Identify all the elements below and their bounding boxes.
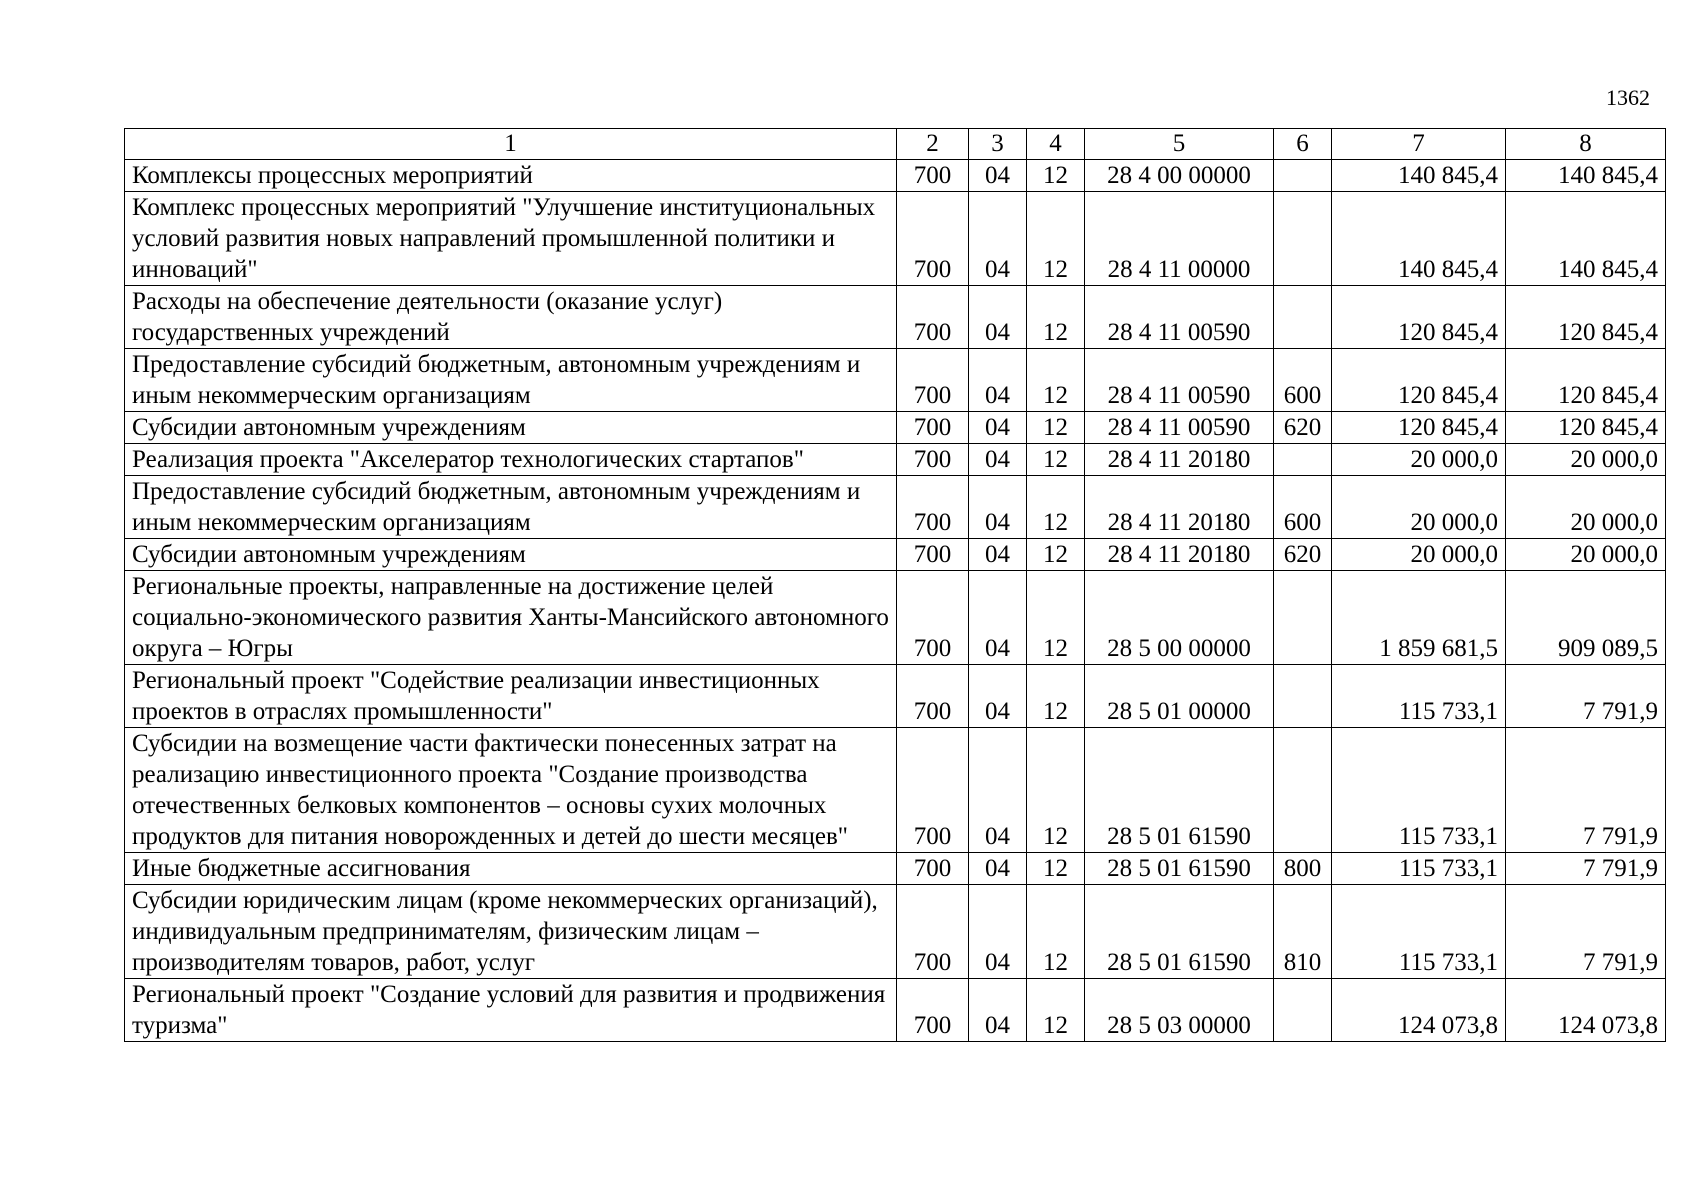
header-col-4: 4 <box>1027 129 1085 160</box>
header-col-7: 7 <box>1332 129 1506 160</box>
row-col-6: 620 <box>1274 539 1332 571</box>
row-col-5: 28 4 11 20180 <box>1085 476 1274 539</box>
row-col-8: 120 845,4 <box>1506 412 1666 444</box>
table-row <box>125 192 1666 286</box>
row-col-6 <box>1274 444 1332 476</box>
header-col-2: 2 <box>897 129 969 160</box>
row-col-7: 140 845,4 <box>1332 160 1506 192</box>
row-col-3: 04 <box>969 349 1027 412</box>
row-col-3: 04 <box>969 476 1027 539</box>
table-row <box>125 571 1666 665</box>
row-col-6 <box>1274 192 1332 286</box>
row-col-7: 115 733,1 <box>1332 885 1506 979</box>
table-row <box>125 286 1666 349</box>
row-col-3: 04 <box>969 444 1027 476</box>
table-row <box>125 853 1666 885</box>
row-col-4: 12 <box>1027 476 1085 539</box>
header-col-8: 8 <box>1506 129 1666 160</box>
row-col-5: 28 4 11 00590 <box>1085 412 1274 444</box>
page-number: 1362 <box>1606 85 1650 110</box>
row-col-6 <box>1274 286 1332 349</box>
row-col-7: 124 073,8 <box>1332 979 1506 1042</box>
row-col-5: 28 4 11 00590 <box>1085 349 1274 412</box>
row-col-7: 140 845,4 <box>1332 192 1506 286</box>
row-col-6: 600 <box>1274 476 1332 539</box>
row-name: Иные бюджетные ассигнования <box>125 853 897 885</box>
row-col-3: 04 <box>969 853 1027 885</box>
row-col-6 <box>1274 571 1332 665</box>
row-col-8: 7 791,9 <box>1506 665 1666 728</box>
table-row <box>125 665 1666 728</box>
table-row <box>125 539 1666 571</box>
row-col-4: 12 <box>1027 192 1085 286</box>
row-col-7: 20 000,0 <box>1332 539 1506 571</box>
row-col-2: 700 <box>897 444 969 476</box>
row-col-8: 120 845,4 <box>1506 286 1666 349</box>
row-name: Региональный проект "Создание условий для развития и продвижения туризма" <box>125 979 897 1042</box>
row-name: Субсидии автономным учреждениям <box>125 539 897 571</box>
table-row <box>125 979 1666 1042</box>
row-col-5: 28 5 01 61590 <box>1085 885 1274 979</box>
row-col-2: 700 <box>897 571 969 665</box>
row-col-7: 120 845,4 <box>1332 349 1506 412</box>
row-name: Региональный проект "Содействие реализации инвестиционных проектов в отраслях промышленности" <box>125 665 897 728</box>
row-col-8: 909 089,5 <box>1506 571 1666 665</box>
header-col-3: 3 <box>969 129 1027 160</box>
row-col-3: 04 <box>969 539 1027 571</box>
row-col-7: 120 845,4 <box>1332 286 1506 349</box>
row-col-6: 800 <box>1274 853 1332 885</box>
row-col-6 <box>1274 665 1332 728</box>
row-col-8: 124 073,8 <box>1506 979 1666 1042</box>
row-col-5: 28 4 11 00000 <box>1085 192 1274 286</box>
row-col-7: 115 733,1 <box>1332 665 1506 728</box>
table-row <box>125 349 1666 412</box>
row-col-2: 700 <box>897 728 969 853</box>
row-col-3: 04 <box>969 192 1027 286</box>
row-col-6 <box>1274 728 1332 853</box>
row-col-4: 12 <box>1027 979 1085 1042</box>
row-col-7: 115 733,1 <box>1332 853 1506 885</box>
row-name: Комплексы процессных мероприятий <box>125 160 897 192</box>
row-col-2: 700 <box>897 412 969 444</box>
row-col-5: 28 4 11 20180 <box>1085 444 1274 476</box>
table-row <box>125 444 1666 476</box>
row-col-2: 700 <box>897 349 969 412</box>
row-col-8: 7 791,9 <box>1506 728 1666 853</box>
row-col-7: 20 000,0 <box>1332 444 1506 476</box>
row-col-5: 28 4 11 00590 <box>1085 286 1274 349</box>
header-col-5: 5 <box>1085 129 1274 160</box>
row-name: Комплекс процессных мероприятий "Улучшение институциональных условий развития новых направлений промышленной политики и инноваций" <box>125 192 897 286</box>
row-col-2: 700 <box>897 665 969 728</box>
row-col-8: 7 791,9 <box>1506 853 1666 885</box>
row-name: Реализация проекта "Акселератор технологических стартапов" <box>125 444 897 476</box>
row-col-2: 700 <box>897 539 969 571</box>
row-col-7: 20 000,0 <box>1332 476 1506 539</box>
row-col-2: 700 <box>897 979 969 1042</box>
row-name: Субсидии автономным учреждениям <box>125 412 897 444</box>
row-name: Расходы на обеспечение деятельности (оказание услуг) государственных учреждений <box>125 286 897 349</box>
table-row <box>125 885 1666 979</box>
row-name: Субсидии юридическим лицам (кроме некоммерческих организаций), индивидуальным предпринимателям, физическим лицам – производителям товаров, работ, услуг <box>125 885 897 979</box>
budget-table <box>124 128 1666 1042</box>
row-col-2: 700 <box>897 286 969 349</box>
row-col-8: 20 000,0 <box>1506 444 1666 476</box>
row-col-4: 12 <box>1027 885 1085 979</box>
row-col-8: 20 000,0 <box>1506 476 1666 539</box>
row-col-5: 28 5 01 61590 <box>1085 728 1274 853</box>
row-name: Региональные проекты, направленные на достижение целей социально-экономического развития Ханты-Мансийского автономного округа – Югры <box>125 571 897 665</box>
row-col-4: 12 <box>1027 665 1085 728</box>
row-name: Субсидии на возмещение части фактически понесенных затрат на реализацию инвестиционного проекта "Создание производства отечественных белковых компонентов – основы сухих молочных продуктов для питания новорожденных и детей до шести месяцев" <box>125 728 897 853</box>
row-col-8: 140 845,4 <box>1506 160 1666 192</box>
row-col-5: 28 4 11 20180 <box>1085 539 1274 571</box>
row-col-6: 810 <box>1274 885 1332 979</box>
row-col-6: 620 <box>1274 412 1332 444</box>
row-col-4: 12 <box>1027 444 1085 476</box>
row-col-4: 12 <box>1027 571 1085 665</box>
row-col-4: 12 <box>1027 286 1085 349</box>
row-col-2: 700 <box>897 853 969 885</box>
table-row <box>125 728 1666 853</box>
row-col-4: 12 <box>1027 728 1085 853</box>
table-row <box>125 160 1666 192</box>
row-col-7: 1 859 681,5 <box>1332 571 1506 665</box>
row-col-3: 04 <box>969 160 1027 192</box>
table-row <box>125 476 1666 539</box>
row-col-4: 12 <box>1027 853 1085 885</box>
row-col-3: 04 <box>969 412 1027 444</box>
row-col-5: 28 5 00 00000 <box>1085 571 1274 665</box>
row-col-8: 20 000,0 <box>1506 539 1666 571</box>
row-col-6: 600 <box>1274 349 1332 412</box>
row-col-2: 700 <box>897 476 969 539</box>
row-col-8: 140 845,4 <box>1506 192 1666 286</box>
row-col-4: 12 <box>1027 160 1085 192</box>
row-col-3: 04 <box>969 979 1027 1042</box>
row-col-3: 04 <box>969 571 1027 665</box>
row-col-4: 12 <box>1027 539 1085 571</box>
row-col-5: 28 5 03 00000 <box>1085 979 1274 1042</box>
row-col-2: 700 <box>897 192 969 286</box>
header-col-6: 6 <box>1274 129 1332 160</box>
row-col-3: 04 <box>969 728 1027 853</box>
row-col-7: 115 733,1 <box>1332 728 1506 853</box>
row-name: Предоставление субсидий бюджетным, автономным учреждениям и иным некоммерческим организациям <box>125 349 897 412</box>
row-name: Предоставление субсидий бюджетным, автономным учреждениям и иным некоммерческим организациям <box>125 476 897 539</box>
row-col-3: 04 <box>969 286 1027 349</box>
row-col-4: 12 <box>1027 349 1085 412</box>
row-col-7: 120 845,4 <box>1332 412 1506 444</box>
row-col-8: 120 845,4 <box>1506 349 1666 412</box>
row-col-8: 7 791,9 <box>1506 885 1666 979</box>
row-col-2: 700 <box>897 160 969 192</box>
row-col-3: 04 <box>969 665 1027 728</box>
row-col-5: 28 4 00 00000 <box>1085 160 1274 192</box>
row-col-3: 04 <box>969 885 1027 979</box>
table-row <box>125 412 1666 444</box>
header-col-1: 1 <box>125 129 897 160</box>
row-col-6 <box>1274 160 1332 192</box>
row-col-4: 12 <box>1027 412 1085 444</box>
row-col-5: 28 5 01 00000 <box>1085 665 1274 728</box>
row-col-5: 28 5 01 61590 <box>1085 853 1274 885</box>
table-header-row <box>125 129 1666 160</box>
row-col-2: 700 <box>897 885 969 979</box>
row-col-6 <box>1274 979 1332 1042</box>
